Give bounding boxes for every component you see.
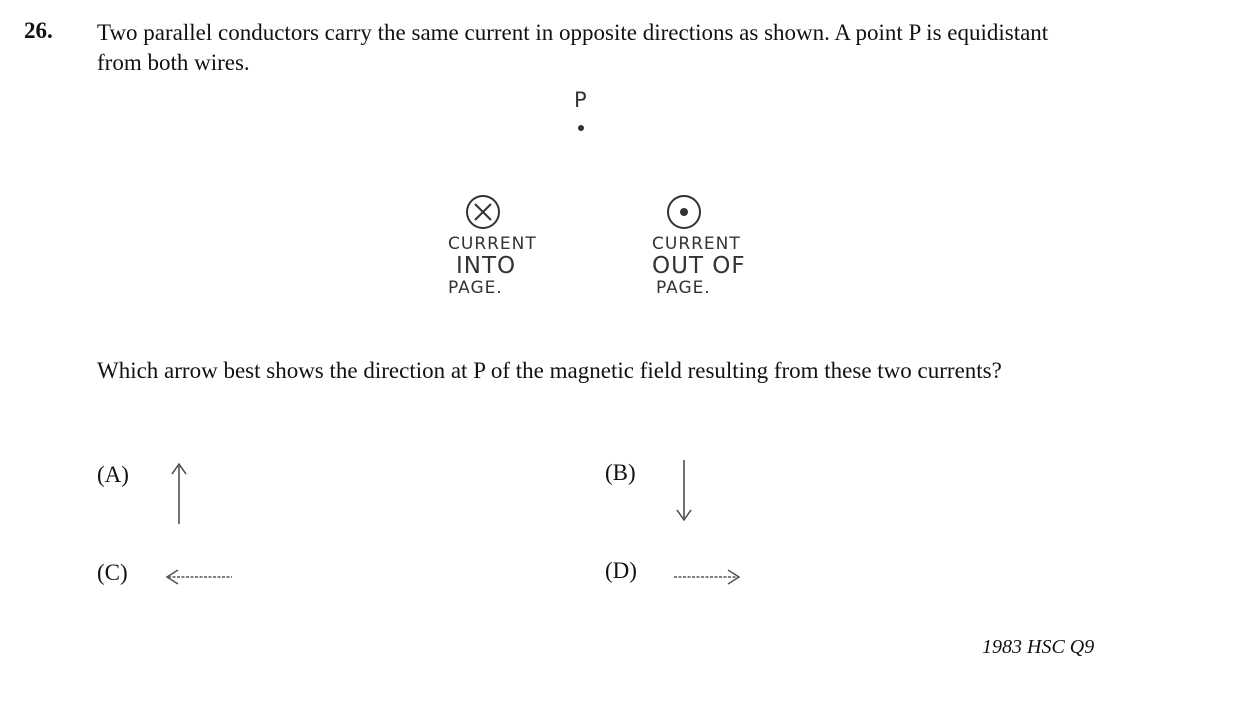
- question-stem: Two parallel conductors carry the same current in opposite directions as shown. A point P is equidistant from both wires.: [97, 20, 1049, 75]
- question-prompt: Which arrow best shows the direction at P of the magnetic field resulting from these two currents?: [97, 358, 1002, 383]
- wire-into-label-line-2: INTO: [456, 253, 517, 279]
- cross-circle-icon: [463, 192, 503, 232]
- wire-out-label: [652, 233, 746, 299]
- option-a-label: (A): [97, 462, 129, 487]
- option-c-label: (C): [97, 560, 128, 585]
- wire-into-label-line-1: CURRENT: [448, 234, 537, 254]
- arrow-left-icon: [164, 566, 234, 588]
- wire-out-label-line-3: PAGE.: [656, 278, 711, 298]
- wire-into-label: [448, 233, 537, 299]
- wire-out-label-line-1: CURRENT: [652, 234, 741, 254]
- point-p-label: P: [574, 88, 588, 112]
- point-p-dot: [578, 125, 584, 131]
- dot-circle-icon: [664, 192, 704, 232]
- source-citation: 1983 HSC Q9: [982, 636, 1095, 658]
- arrow-up-icon: [168, 460, 190, 526]
- question-number: 26.: [24, 18, 53, 43]
- wire-into-label-line-3: PAGE.: [448, 278, 503, 298]
- option-b-label: (B): [605, 460, 636, 485]
- option-d-label: (D): [605, 558, 637, 583]
- wire-out-label-line-2: OUT OF: [652, 253, 746, 279]
- arrow-right-icon: [672, 566, 742, 588]
- arrow-down-icon: [673, 458, 695, 524]
